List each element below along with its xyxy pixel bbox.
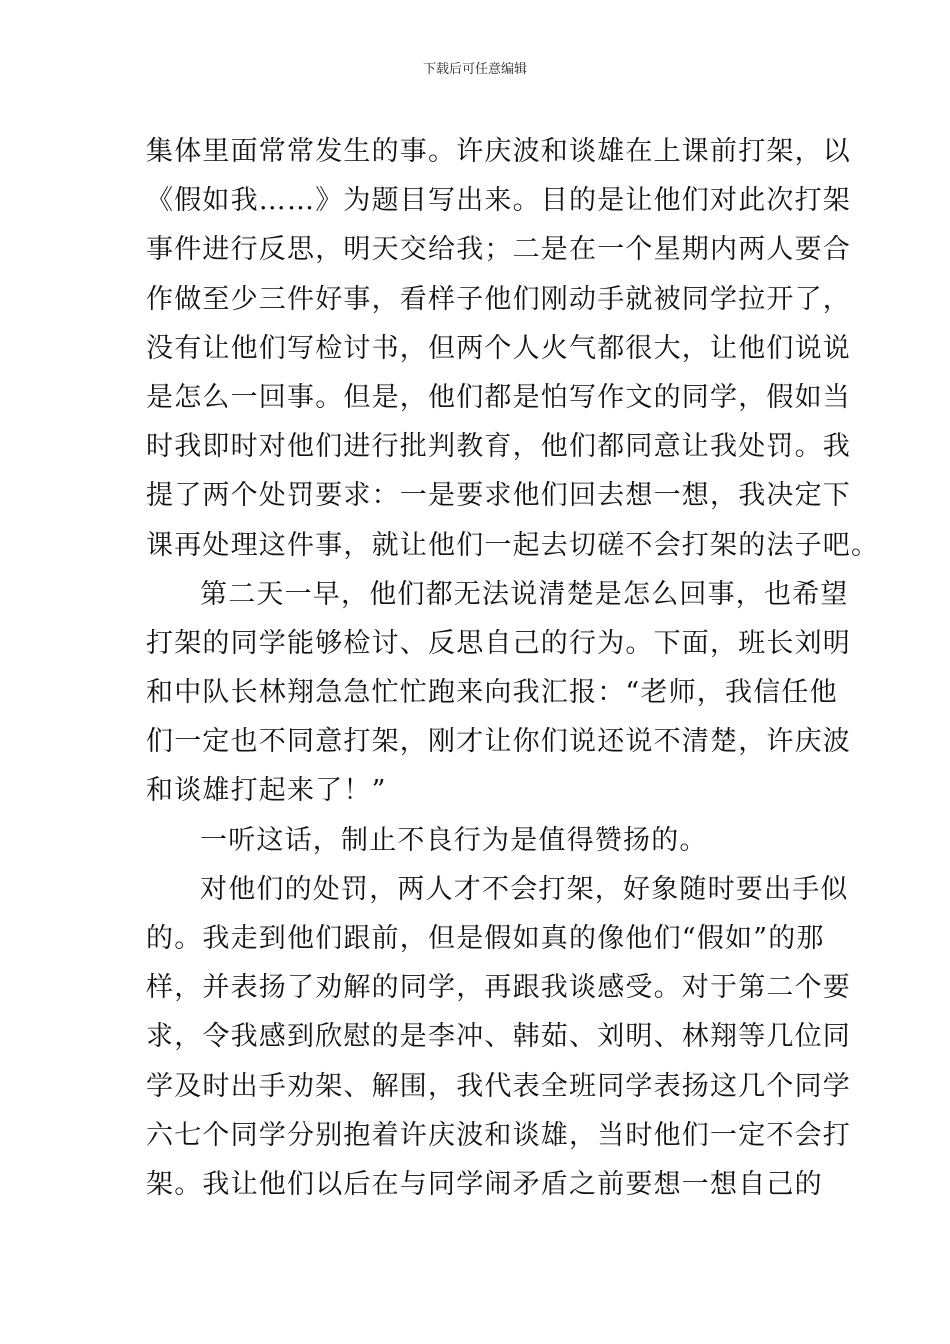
text-line: 的。我走到他们跟前，但是假如真的像他们“假如”的那 (146, 923, 825, 954)
text-line: 六七个同学分别抱着许庆波和谈雄，当时他们一定不会打 (146, 1119, 851, 1151)
text-line: 求，令我感到欣慰的是李冲、韩茹、刘明、林翔等几位同 (146, 1021, 851, 1053)
text-line: 第二天一早，他们都无法说清楚是怎么回事，也希望 (200, 578, 849, 610)
text-line: 课再处理这件事，就让他们一起去切磋不会打架的法子吧。 (146, 529, 880, 561)
text-line: 《假如我……》为题目写出来。目的是让他们对此次打架 (146, 185, 851, 217)
text-line: 一听这话，制止不良行为是值得赞扬的。 (200, 824, 708, 856)
text-line: 和谈雄打起来了！” (146, 775, 387, 807)
text-line: 作做至少三件好事，看样子他们刚动手就被同学拉开了， (146, 283, 851, 315)
document-body (146, 127, 880, 1209)
text-line: 学及时出手劝架、解围，我代表全班同学表扬这几个同学 (146, 1070, 851, 1102)
page-header: 下载后可任意编辑 (422, 62, 527, 77)
text-line: 时我即时对他们进行批判教育，他们都同意让我处罚。我 (146, 431, 851, 463)
text-line: 事件进行反思，明天交给我；二是在一个星期内两人要合 (146, 234, 851, 266)
text-line: 和中队长林翔急急忙忙跑来向我汇报：“老师，我信任他 (146, 677, 838, 709)
text-line: 打架的同学能够检讨、反思自己的行为。下面，班长刘明 (146, 627, 851, 659)
text-line: 没有让他们写检讨书，但两个人火气都很大，让他们说说 (146, 332, 851, 364)
text-line: 集体里面常常发生的事。许庆波和谈雄在上课前打架，以 (146, 136, 851, 167)
text-line: 对他们的处罚，两人才不会打架，好象随时要出手似 (200, 873, 849, 905)
text-line: 样，并表扬了劝解的同学，再跟我谈感受。对于第二个要 (146, 972, 851, 1004)
text-line: 架。我让他们以后在与同学闹矛盾之前要想一想自己的 (146, 1168, 823, 1200)
text-line: 们一定也不同意打架，刚才让你们说还说不清楚，许庆波 (146, 726, 851, 758)
text-line: 提了两个处罚要求：一是要求他们回去想一想，我决定下 (146, 480, 851, 512)
text-line: 是怎么一回事。但是，他们都是怕写作文的同学，假如当 (146, 381, 851, 413)
